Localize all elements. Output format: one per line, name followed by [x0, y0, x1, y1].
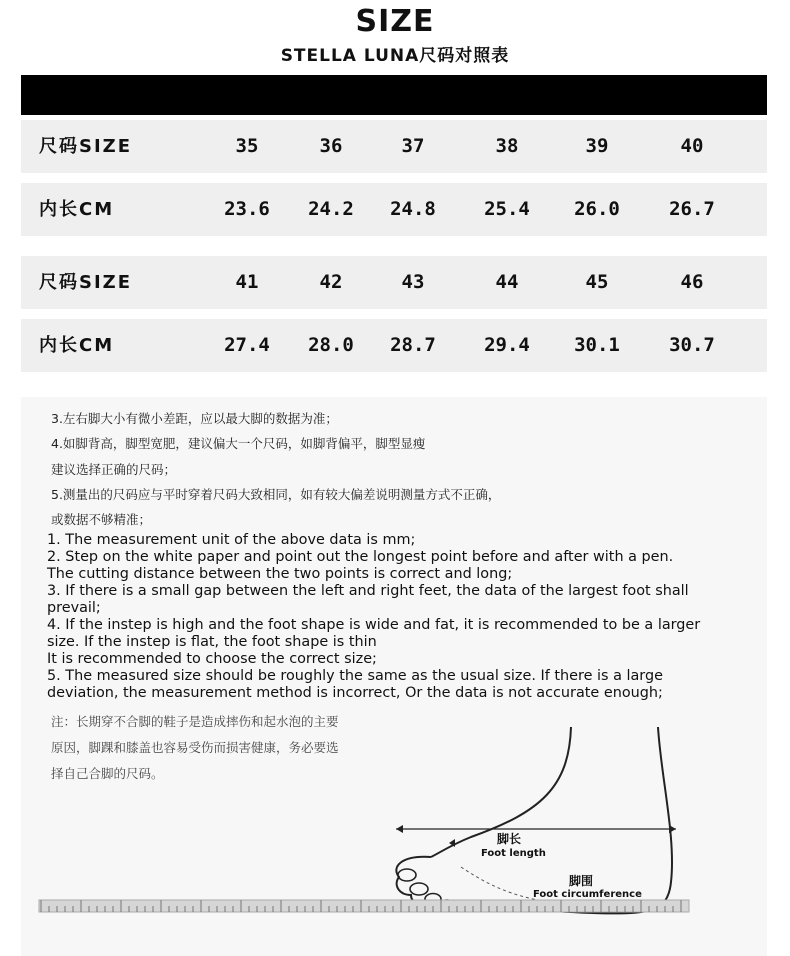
size-row-2 — [21, 256, 767, 309]
length-cell: 28.0 — [308, 334, 354, 356]
warning-note-line: 注：长期穿不合脚的鞋子是造成摔伤和起水泡的主要 — [51, 714, 339, 729]
toe-icon — [398, 869, 416, 881]
arrow-right-icon — [669, 825, 676, 833]
size-cell: 42 — [319, 271, 343, 293]
length-cell: 29.4 — [484, 334, 530, 356]
size-cell: 39 — [585, 135, 609, 157]
length-cell: 30.1 — [574, 334, 620, 356]
instruction-en-line: The cutting distance between the two points is correct and long; — [47, 566, 513, 582]
instruction-cn-line: 3.左右脚大小有微小差距，应以最大脚的数据为准； — [51, 411, 338, 426]
warning-note-line: 原因，脚踝和膝盖也容易受伤而损害健康，务必要选 — [51, 740, 339, 755]
length-cell: 24.8 — [390, 198, 436, 220]
warning-note-line: 择自己合脚的尺码。 — [51, 766, 164, 781]
size-cell: 38 — [495, 135, 519, 157]
foot-length-en: Foot length — [481, 848, 546, 859]
foot-circ-cn: 脚围 — [569, 874, 594, 888]
toe-icon — [410, 883, 428, 895]
header-bar — [21, 75, 767, 115]
foot-diagram — [21, 717, 767, 952]
size-row-1 — [21, 120, 767, 173]
instruction-cn-line: 建议选择正确的尺码； — [51, 462, 177, 477]
size-cell: 44 — [495, 271, 519, 293]
instructions-panel — [21, 397, 767, 956]
length-cell: 27.4 — [224, 334, 270, 356]
instruction-en-line: 4. If the instep is high and the foot shape is wide and fat, it is recommended to be a larger — [47, 617, 701, 633]
page-title: SIZE — [355, 4, 435, 39]
instruction-en-line: 3. If there is a small gap between the left and right feet, the data of the largest foot shall — [47, 583, 689, 599]
instruction-en-line: deviation, the measurement method is incorrect, Or the data is not accurate enough; — [47, 685, 663, 701]
instruction-en-line: size. If the instep is flat, the foot shape is thin — [47, 634, 377, 650]
foot-length-cn: 脚长 — [497, 832, 522, 846]
instruction-en-line: 5. The measured size should be roughly the same as the usual size. If there is a large — [47, 668, 663, 684]
length-cell: 30.7 — [669, 334, 715, 356]
arrow-left-icon — [396, 825, 403, 833]
instruction-cn-line: 或数据不够精准； — [51, 512, 152, 527]
size-cell: 37 — [401, 135, 425, 157]
page-subtitle: STELLA LUNA尺码对照表 — [280, 46, 510, 66]
size-cell: 46 — [680, 271, 704, 293]
foot-circ-en: Foot circumference — [533, 889, 642, 900]
row-label: 内长CM — [39, 335, 115, 356]
foot-outline-heel — [641, 727, 672, 912]
instruction-cn-line: 5.测量出的尺码应与平时穿着尺码大致相同，如有较大偏差说明测量方式不正确， — [51, 487, 501, 502]
length-row-2 — [21, 319, 767, 372]
length-cell: 28.7 — [390, 334, 436, 356]
size-cell: 45 — [585, 271, 609, 293]
instruction-en-line: prevail; — [47, 600, 101, 616]
row-label: 尺码SIZE — [39, 136, 133, 157]
instruction-cn-line: 4.如脚背高，脚型宽肥，建议偏大一个尺码，如脚背偏平，脚型显瘦 — [51, 436, 426, 451]
length-cell: 23.6 — [224, 198, 270, 220]
size-cell: 43 — [401, 271, 425, 293]
instruction-en-line: 1. The measurement unit of the above data is mm; — [47, 532, 416, 548]
row-label: 内长CM — [39, 199, 115, 220]
row-label: 尺码SIZE — [39, 272, 133, 293]
size-cell: 36 — [319, 135, 343, 157]
length-cell: 26.7 — [669, 198, 715, 220]
instruction-en-line: 2. Step on the white paper and point out the longest point before and after with a pen. — [47, 549, 674, 565]
size-cell: 40 — [680, 135, 704, 157]
length-cell: 25.4 — [484, 198, 530, 220]
instruction-en-line: It is recommended to choose the correct size; — [47, 651, 377, 667]
size-cell: 41 — [235, 271, 259, 293]
length-row-1 — [21, 183, 767, 236]
length-cell: 26.0 — [574, 198, 620, 220]
length-cell: 24.2 — [308, 198, 354, 220]
size-cell: 35 — [235, 135, 259, 157]
